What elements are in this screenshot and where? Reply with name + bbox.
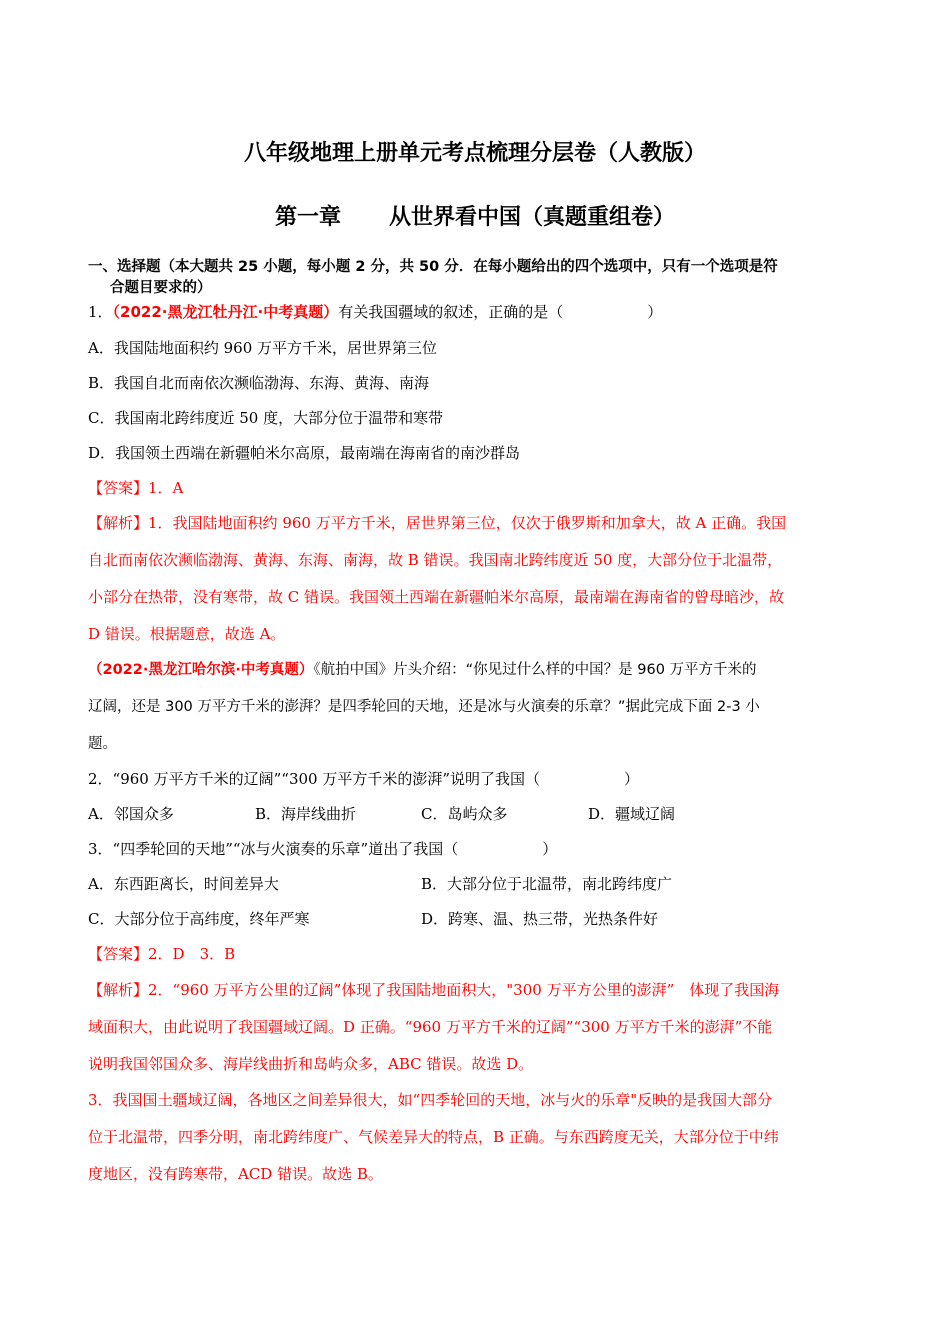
- question-close-paren: ）: [647, 303, 663, 321]
- q3-option-d: D．跨寒、温、热三带，光热条件好: [421, 910, 659, 928]
- question-stem: 3．“四季轮回的天地”“冰与火演奏的乐章”道出了我国（: [88, 840, 459, 858]
- section-instructions-line2: 合题目要求的）: [110, 280, 212, 296]
- q2-option-a: A．邻国众多: [88, 805, 174, 823]
- analysis-2-3-line6: 度地区，没有跨寒带，ACD 错误。故选 B。: [88, 1165, 383, 1183]
- analysis-2-3-line1: 【解析】2．“960 万平方公里的辽阔”体现了我国陆地面积大，"300 万平方公里的澎湃” 体现了我国海: [88, 981, 780, 999]
- q2-option-d: D．疆域辽阔: [588, 805, 676, 823]
- q2-option-b: B．海岸线曲折: [255, 805, 357, 823]
- question-close-paren: ）: [624, 770, 640, 788]
- question-3: [88, 838, 557, 860]
- group-intro-text: 《航拍中国》片头介绍：“你见过什么样的中国？是 960 万平方千米的: [313, 662, 757, 678]
- q3-option-c: C．大部分位于高纬度，终年严寒: [88, 910, 310, 928]
- analysis-2-3-line4: 3．我国国土疆域辽阔，各地区之间差异很大，如“四季轮回的天地，冰与火的乐章"反映的是我国大部分: [88, 1091, 773, 1109]
- q3-option-b: B．大部分位于北温带，南北跨纬度广: [421, 875, 673, 893]
- q3-option-a: A．东西距离长，时间差异大: [88, 875, 279, 893]
- analysis-1-line4: D 错误。根据题意，故选 A。: [88, 625, 286, 643]
- question-2: [88, 768, 639, 790]
- analysis-1-line1: 【解析】1．我国陆地面积约 960 万平方千米，居世界第三位，仅次于俄罗斯和加拿大，故 A 正确。我国: [88, 514, 787, 532]
- group-intro-line3: 题。: [88, 736, 117, 752]
- option-d: D．我国领土西端在新疆帕米尔高原，最南端在海南省的南沙群岛: [88, 444, 521, 462]
- option-a: A．我国陆地面积约 960 万平方千米，居世界第三位: [88, 339, 438, 357]
- answer-1: 【答案】1．A: [88, 479, 184, 497]
- chapter-heading: [0, 200, 950, 231]
- analysis-2-3-line2: 域面积大，由此说明了我国疆域辽阔。D 正确。“960 万平方千米的辽阔”“300 万平方千米的澎湃”不能: [88, 1018, 773, 1036]
- chapter-subtitle: 从世界看中国（真题重组卷）: [389, 205, 676, 230]
- option-b: B．我国自北而南依次濒临渤海、东海、黄海、南海: [88, 374, 430, 392]
- question-close-paren: ）: [542, 840, 558, 858]
- group-intro-line1: [88, 659, 757, 681]
- group-source: （2022·黑龙江哈尔滨·中考真题）: [88, 662, 314, 678]
- section-instructions-line1: 一、选择题（本大题共 25 小题，每小题 2 分，共 50 分．在每小题给出的四个选项中，只有一个选项是符: [88, 259, 778, 275]
- analysis-2-3-line3: 说明我国邻国众多、海岸线曲折和岛屿众多，ABC 错误。故选 D。: [88, 1055, 534, 1073]
- chapter-number: 第一章: [274, 205, 341, 230]
- option-c: C．我国南北跨纬度近 50 度，大部分位于温带和寒带: [88, 409, 444, 427]
- question-1: [88, 301, 662, 323]
- question-source: （2022·黑龙江牡丹江·中考真题）: [112, 303, 339, 321]
- question-stem: 有关我国疆域的叙述，正确的是（: [338, 303, 564, 321]
- analysis-1-line3: 小部分在热带，没有寒带，故 C 错误。我国领土西端在新疆帕米尔高原，最南端在海南省的曾母暗沙，故: [88, 588, 785, 606]
- answer-2-3: 【答案】2．D 3．B: [88, 945, 236, 963]
- analysis-2-3-line5: 位于北温带，四季分明，南北跨纬度广、气候差异大的特点，B 正确。与东西跨度无关，大部分位于中纬: [88, 1128, 779, 1146]
- document-title: 八年级地理上册单元考点梳理分层卷（人教版）: [243, 141, 706, 166]
- question-stem: 2．“960 万平方千米的辽阔”“300 万平方千米的澎湃”说明了我国（: [88, 770, 541, 788]
- analysis-1-line2: 自北而南依次濒临渤海、黄海、东海、南海，故 B 错误。我国南北跨纬度近 50 度，大部分位于北温带，: [88, 551, 783, 569]
- q2-option-c: C．岛屿众多: [421, 805, 508, 823]
- question-number: 1．: [88, 303, 113, 321]
- group-intro-line2: 辽阔，还是 300 万平方千米的澎湃？是四季轮回的天地，还是冰与火演奏的乐章？”据此完成下面 2-3 小: [88, 699, 760, 715]
